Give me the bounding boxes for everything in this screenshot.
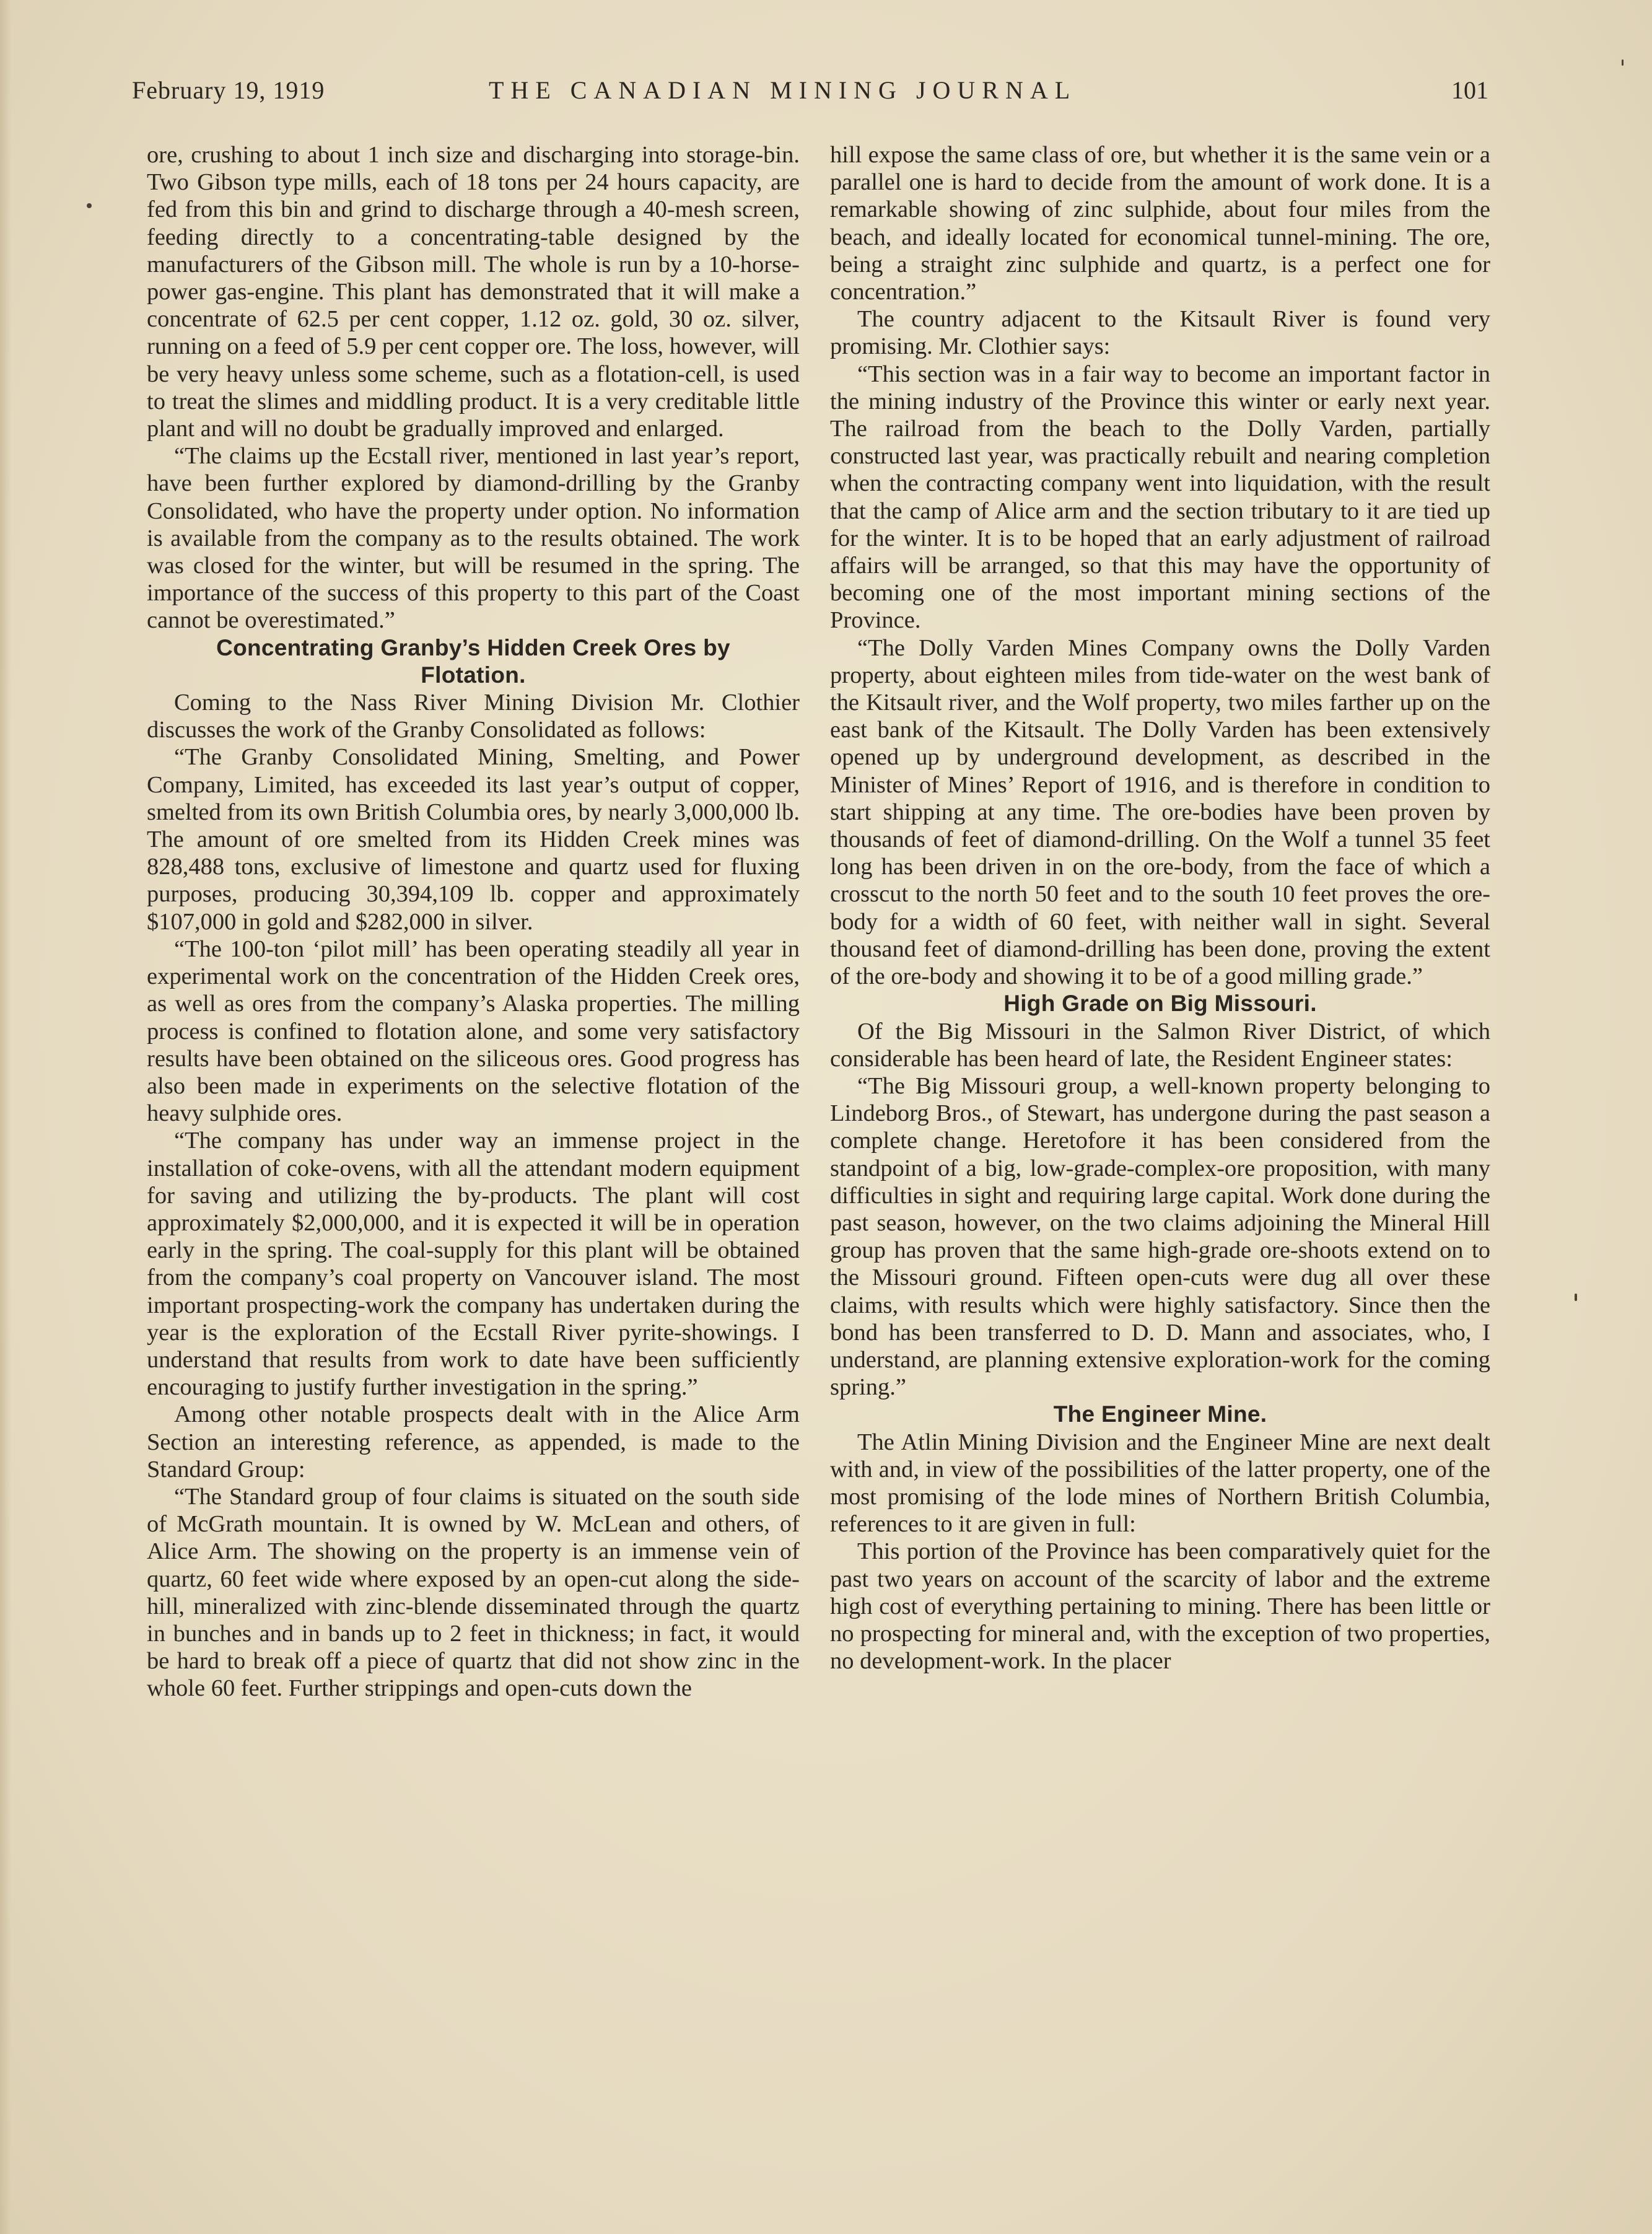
left-column: [147, 141, 800, 1702]
paragraph: This portion of the Province has been comparatively quiet for the past two years on account of the scarcity of labor and the extreme high cost of everything pertaining to mining. There has been little or no prospecting for mineral and, with the exception of two properties, no development-work. In the placer: [830, 1538, 1490, 1675]
section-heading: Concentrating Granby’s Hidden Creek Ores by Flotation.: [216, 634, 730, 688]
paragraph: “The Standard group of four claims is situated on the south side of McGrath mountain. It is owned by W. McLean and others, of Alice Arm. The showing on the property is an immense vein of quartz, 60 feet wide where exposed by an open-cut along the side-hill, mineralized with zinc-blende disseminated through the quartz in bunches and in bands up to 2 feet in thickness; in fact, it would be hard to break off a piece of quartz that did not show zinc in the whole 60 feet. Further strippings and open-cuts down the: [147, 1483, 800, 1702]
section-heading: High Grade on Big Missouri.: [1003, 991, 1317, 1017]
paragraph: The Atlin Mining Division and the Engineer Mine are next dealt with and, in view of the possibilities of the latter property, one of the most promising of the lode mines of Northern British Columbia, references to it are given in full:: [830, 1429, 1490, 1538]
issue-date: February 19, 1919: [132, 76, 325, 104]
paragraph: The country adjacent to the Kitsault River is found very promising. Mr. Clothier says:: [830, 306, 1490, 360]
page-number: 101: [1451, 76, 1488, 104]
paragraph: Coming to the Nass River Mining Division Mr. Clothier discusses the work of the Granby Consolidated as follows:: [147, 690, 800, 743]
paragraph: Among other notable prospects dealt with in the Alice Arm Section an interesting reference, as appended, is made to the Standard Group:: [147, 1401, 800, 1483]
paragraph: hill expose the same class of ore, but whether it is the same vein or a parallel one is hard to decide from the amount of work done. It is a remarkable showing of zinc sulphide, about four miles from the beach, and ideally located for economical tunnel-mining. The ore, being a straight zinc sulphide and quartz, is a perfect one for concentration.”: [830, 142, 1490, 305]
ink-speck: [1575, 1294, 1577, 1301]
ink-speck: [1622, 59, 1624, 66]
paragraph: ore, crushing to about 1 inch size and discharging into storage-bin. Two Gibson type mills, each of 18 tons per 24 hours capacity, are fed from this bin and grind to discharge through a 40-mesh screen, feeding directly to a concentrating-table designed by the manufacturers of the Gibson mill. The whole is run by a 10-horse-power gas-engine. This plant has demonstrated that it will make a concentrate of 62.5 per cent copper, 1.12 oz. gold, 30 oz. silver, running on a feed of 5.9 per cent copper ore. The loss, however, will be very heavy unless some scheme, such as a flotation-cell, is used to treat the slimes and middling product. It is a very creditable little plant and will no doubt be gradually improved and enlarged.: [147, 142, 800, 442]
paragraph: “The 100-ton ‘pilot mill’ has been operating steadily all year in experimental work on the concentration of the Hidden Creek ores, as well as ores from the company’s Alaska properties. The milling process is confined to flotation alone, and some very satisfactory results have been obtained on the siliceous ores. Good progress has also been made in experiments on the selective flotation of the heavy sulphide ores.: [147, 935, 800, 1127]
running-header: [132, 76, 1488, 113]
right-column: [830, 141, 1490, 1675]
ink-speck: [87, 203, 92, 208]
page-binding-edge: [0, 0, 11, 2234]
journal-title: THE CANADIAN MINING JOURNAL: [489, 76, 1077, 104]
paragraph: “The claims up the Ecstall river, mentioned in last year’s report, have been further explored by diamond-drilling by the Granby Consolidated, who have the property under option. No information is available from the company as to the results obtained. The work was closed for the winter, but will be resumed in the spring. The importance of the success of this property to this part of the Coast cannot be overestimated.”: [147, 443, 800, 634]
paragraph: “This section was in a fair way to become an important factor in the mining industry of the Province this winter or early next year. The railroad from the beach to the Dolly Varden, partially constructed last year, was practically rebuilt and nearing completion when the contracting company went into liquidation, with the result that the camp of Alice arm and the section tributary to it are tied up for the winter. It is to be hoped that an early adjustment of railroad affairs will be arranged, so that this may have the opportunity of becoming one of the most important mining sections of the Province.: [830, 361, 1490, 634]
section-heading: The Engineer Mine.: [1053, 1401, 1267, 1427]
paragraph: “The Big Missouri group, a well-known property belonging to Lindeborg Bros., of Stewart, has undergone during the past season a complete change. Heretofore it has been considered from the standpoint of a big, low-grade-complex-ore proposition, with many difficulties in sight and requiring large capital. Work done during the past season, however, on the two claims adjoining the Mineral Hill group has proven that the same high-grade ore-shoots extend on to the Missouri ground. Fifteen open-cuts were dug all over these claims, with results which were highly satisfactory. Since then the bond has been transferred to D. D. Mann and associates, who, I understand, are planning extensive exploration-work for the coming spring.”: [830, 1072, 1490, 1401]
paragraph: “The Granby Consolidated Mining, Smelting, and Power Company, Limited, has exceeded its last year’s output of copper, smelted from its own British Columbia ores, by nearly 3,000,000 lb. The amount of ore smelted from its Hidden Creek mines was 828,488 tons, exclusive of limestone and quartz used for fluxing purposes, producing 30,394,109 lb. copper and approximately $107,000 in gold and $282,000 in silver.: [147, 744, 800, 935]
paragraph: “The company has under way an immense project in the installation of coke-ovens, with all the attendant modern equipment for saving and utilizing the by-products. The plant will cost approximately $2,000,000, and it is expected it will be in operation early in the spring. The coal-supply for this plant will be obtained from the company’s coal property on Vancouver island. The most important prospecting-work the company has undertaken during the year is the exploration of the Ecstall River pyrite-showings. I understand that results from work to date have been sufficiently encouraging to justify further investigation in the spring.”: [147, 1128, 800, 1401]
paragraph: “The Dolly Varden Mines Company owns the Dolly Varden property, about eighteen miles from tide-water on the west bank of the Kitsault river, and the Wolf property, two miles farther up on the east bank of the Kitsault. The Dolly Varden has been extensively opened up by underground development, as described in the Minister of Mines’ Report of 1916, and is therefore in condition to start shipping at any time. The ore-bodies have been proven by thousands of feet of diamond-drilling. On the Wolf a tunnel 35 feet long has been driven in on the ore-body, from the face of which a crosscut to the north 50 feet and to the south 10 feet proves the ore-body for a width of 60 feet, with neither wall in sight. Several thousand feet of diamond-drilling has been done, proving the extent of the ore-body and showing it to be of a good milling grade.”: [830, 634, 1490, 990]
paragraph: Of the Big Missouri in the Salmon River District, of which considerable has been heard of late, the Resident Engineer states:: [830, 1018, 1490, 1072]
